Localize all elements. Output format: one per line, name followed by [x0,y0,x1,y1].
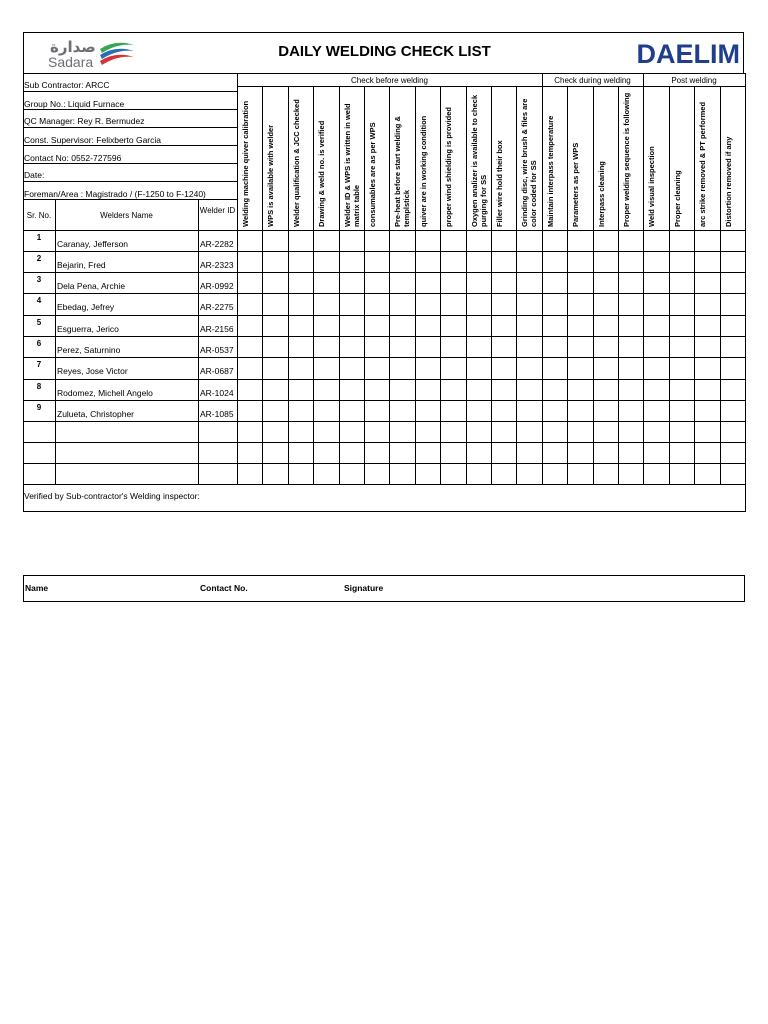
check-cell[interactable] [238,294,262,315]
check-cell[interactable] [695,294,719,315]
check-cell[interactable] [594,273,618,293]
check-cell[interactable] [340,273,364,293]
check-cell[interactable] [721,316,745,336]
welder-id: AR-0687 [200,366,234,376]
grid-line [23,145,237,146]
check-cell[interactable] [568,294,592,315]
check-cell[interactable] [644,316,668,336]
check-cell[interactable] [365,252,389,272]
check-cell[interactable] [721,401,745,421]
check-cell[interactable] [314,337,338,357]
const-supervisor: Const. Supervisor: Felixberto Garcia [24,135,161,145]
check-cell[interactable] [543,337,567,357]
check-cell[interactable] [568,337,592,357]
check-header-13: Maintain interpass temperature [546,115,555,227]
check-cell[interactable] [644,252,668,272]
check-cell[interactable] [594,294,618,315]
check-cell[interactable] [441,273,465,293]
welder-name: Ebedag, Jefrey [57,302,115,312]
check-cell[interactable] [619,273,643,293]
check-cell[interactable] [467,358,491,379]
check-cell[interactable] [619,337,643,357]
check-cell[interactable] [492,337,516,357]
check-cell[interactable] [365,337,389,357]
grid-line [23,127,237,128]
check-cell[interactable] [492,316,516,336]
welder-id: AR-1085 [200,409,234,419]
check-cell[interactable] [441,294,465,315]
grid-line [23,463,745,464]
check-cell[interactable] [619,401,643,421]
check-cell[interactable] [238,337,262,357]
welder-sr-no: 6 [36,339,42,348]
grid-line [23,163,237,164]
check-cell[interactable] [340,401,364,421]
check-cell[interactable] [619,380,643,400]
welder-id: AR-2323 [200,260,234,270]
check-header-16: Proper welding sequence is following [622,92,631,227]
check-cell[interactable] [695,231,719,251]
check-cell[interactable] [441,358,465,379]
check-cell[interactable] [263,358,287,379]
check-cell[interactable] [441,401,465,421]
check-cell[interactable] [543,316,567,336]
check-cell[interactable] [492,273,516,293]
check-cell[interactable] [390,358,414,379]
signature-box [23,575,745,602]
check-cell[interactable] [289,358,313,379]
check-cell[interactable] [721,337,745,357]
check-header-2: WPS is available with welder [266,124,275,227]
grid-line [23,484,745,485]
check-cell[interactable] [670,401,694,421]
check-cell[interactable] [568,252,592,272]
group-check-before-welding: Check before welding [351,76,428,85]
col-welders-name: Welders Name [100,211,153,220]
check-header-14: Parameters as per WPS [571,142,580,227]
check-cell[interactable] [568,401,592,421]
welder-id: AR-0537 [200,345,234,355]
check-cell[interactable] [314,358,338,379]
check-cell[interactable] [543,294,567,315]
check-cell[interactable] [390,380,414,400]
check-cell[interactable] [289,231,313,251]
check-cell[interactable] [365,316,389,336]
check-cell[interactable] [416,401,440,421]
welder-sr-no: 4 [36,296,42,305]
check-cell[interactable] [340,337,364,357]
checklist-table [23,73,745,511]
check-cell[interactable] [670,273,694,293]
check-cell[interactable] [289,316,313,336]
check-cell[interactable] [670,294,694,315]
qc-manager: QC Manager: Rey R. Bermudez [24,116,145,126]
check-cell[interactable] [263,252,287,272]
grid-line [198,199,199,484]
check-cell[interactable] [263,294,287,315]
check-cell[interactable] [416,316,440,336]
check-cell[interactable] [695,380,719,400]
check-cell[interactable] [289,401,313,421]
check-header-10: Oxygen analizer is available to check purging for SS [470,94,488,227]
check-cell[interactable] [721,358,745,379]
check-cell[interactable] [644,401,668,421]
date-field: Date: [24,170,45,180]
welder-sr-no: 8 [36,382,42,391]
sadara-logo-text: Sadara [48,54,94,70]
check-cell[interactable] [289,294,313,315]
check-cell[interactable] [238,252,262,272]
check-cell[interactable] [543,231,567,251]
check-cell[interactable] [695,337,719,357]
check-header-9: proper wind shielding is provided [444,106,453,227]
check-cell[interactable] [416,231,440,251]
check-cell[interactable] [644,294,668,315]
welder-name: Esguerra, Jerico [57,324,119,334]
check-cell[interactable] [517,358,541,379]
check-cell[interactable] [314,231,338,251]
check-cell[interactable] [390,252,414,272]
check-cell[interactable] [695,273,719,293]
check-cell[interactable] [416,337,440,357]
check-cell[interactable] [721,252,745,272]
check-cell[interactable] [390,231,414,251]
check-cell[interactable] [695,316,719,336]
welder-id: AR-1024 [200,388,234,398]
check-cell[interactable] [238,358,262,379]
check-cell[interactable] [619,358,643,379]
check-cell[interactable] [695,252,719,272]
check-cell[interactable] [644,337,668,357]
check-cell[interactable] [314,294,338,315]
page-title: DAILY WELDING CHECK LIST [278,43,491,60]
check-cell[interactable] [721,380,745,400]
check-cell[interactable] [467,316,491,336]
check-cell[interactable] [390,401,414,421]
check-cell[interactable] [517,401,541,421]
welder-name: Dela Pena, Archie [57,281,126,291]
check-header-12: Grinding disc, wire brush & files are color coded for SS [520,98,538,227]
check-cell[interactable] [441,337,465,357]
check-header-15: Interpass cleaning [597,161,606,227]
group-post-welding: Post welding [671,76,717,85]
check-header-19: arc strike removed & PT performed [698,101,707,227]
check-cell[interactable] [390,294,414,315]
check-header-5: Welder ID & WPS is written in weld matrix table [343,103,361,227]
check-cell[interactable] [568,231,592,251]
check-cell[interactable] [543,380,567,400]
check-cell[interactable] [238,316,262,336]
check-cell[interactable] [289,273,313,293]
check-cell[interactable] [619,231,643,251]
check-cell[interactable] [365,380,389,400]
check-cell[interactable] [594,358,618,379]
check-cell[interactable] [670,337,694,357]
sadara-logo-arabic: صدارة [50,38,96,56]
welder-id: AR-2156 [200,324,234,334]
col-welder-id: Welder ID [199,206,236,215]
check-cell[interactable] [670,316,694,336]
group-check-during-welding: Check during welding [554,76,631,85]
check-cell[interactable] [695,358,719,379]
check-cell[interactable] [467,337,491,357]
check-cell[interactable] [365,401,389,421]
check-cell[interactable] [594,337,618,357]
check-cell[interactable] [594,401,618,421]
check-cell[interactable] [619,316,643,336]
check-cell[interactable] [594,380,618,400]
check-cell[interactable] [390,273,414,293]
check-cell[interactable] [568,380,592,400]
check-cell[interactable] [441,316,465,336]
check-cell[interactable] [238,273,262,293]
check-cell[interactable] [340,252,364,272]
check-cell[interactable] [314,273,338,293]
col-sr-no: Sr. No. [26,211,52,220]
check-header-4: Drawing & weld no. is verified [317,120,326,227]
check-cell[interactable] [441,231,465,251]
check-cell[interactable] [289,252,313,272]
check-cell[interactable] [517,316,541,336]
check-cell[interactable] [492,252,516,272]
grid-line [23,181,237,182]
check-cell[interactable] [314,401,338,421]
grid-line [23,109,237,110]
check-cell[interactable] [365,294,389,315]
check-cell[interactable] [467,380,491,400]
check-cell[interactable] [441,252,465,272]
check-cell[interactable] [289,380,313,400]
check-header-7: Pre-heat before start welding & templstick [393,116,411,227]
check-cell[interactable] [390,337,414,357]
contact-no-label: Contact No. [200,583,248,593]
welder-sr-no: 2 [36,254,42,263]
welder-id: AR-0992 [200,281,234,291]
check-cell[interactable] [568,316,592,336]
check-cell[interactable] [644,273,668,293]
check-cell[interactable] [416,252,440,272]
check-cell[interactable] [721,273,745,293]
check-cell[interactable] [340,358,364,379]
check-cell[interactable] [721,231,745,251]
check-cell[interactable] [289,337,313,357]
check-cell[interactable] [517,273,541,293]
welder-name: Rodomez, Michell Angelo [57,388,153,398]
contact-no: Contact No: 0552-727596 [24,153,122,163]
verified-by-label: Verified by Sub-contractor's Welding inspector: [24,491,200,501]
check-cell[interactable] [340,294,364,315]
check-cell[interactable] [467,294,491,315]
check-header-18: Proper cleaning [673,170,682,227]
check-cell[interactable] [543,401,567,421]
check-cell[interactable] [517,231,541,251]
check-cell[interactable] [568,358,592,379]
table-border [745,73,746,511]
grid-line [23,442,745,443]
check-cell[interactable] [263,231,287,251]
check-cell[interactable] [263,380,287,400]
check-cell[interactable] [594,231,618,251]
check-cell[interactable] [492,401,516,421]
foreman-area: Foreman/Area : Magistrado / (F-1250 to F-1240) [24,189,206,199]
check-cell[interactable] [340,231,364,251]
check-cell[interactable] [416,358,440,379]
check-cell[interactable] [467,231,491,251]
check-cell[interactable] [340,380,364,400]
check-header-1: Welding machine quiver calibration [241,100,250,227]
check-cell[interactable] [314,252,338,272]
check-header-6: consumables are as per WPS [368,122,377,227]
welder-sr-no: 9 [36,403,42,412]
check-cell[interactable] [441,380,465,400]
check-cell[interactable] [365,231,389,251]
signature-label: Signature [344,583,384,593]
check-cell[interactable] [695,401,719,421]
check-cell[interactable] [670,380,694,400]
check-cell[interactable] [721,294,745,315]
check-cell[interactable] [594,316,618,336]
group-no: Group No.: Liquid Furnace [24,99,125,109]
check-cell[interactable] [263,316,287,336]
check-cell[interactable] [467,401,491,421]
grid-line [23,91,237,92]
check-cell[interactable] [517,252,541,272]
check-cell[interactable] [492,294,516,315]
check-header-17: Weld visual inspection [647,146,656,227]
welder-name: Perez, Saturnino [57,345,121,355]
welder-sr-no: 3 [36,275,42,284]
check-cell[interactable] [543,358,567,379]
check-cell[interactable] [670,231,694,251]
check-cell[interactable] [365,273,389,293]
check-cell[interactable] [517,337,541,357]
welder-name: Zulueta, Christopher [57,409,135,419]
check-cell[interactable] [314,380,338,400]
check-cell[interactable] [543,273,567,293]
check-header-11: Filler wire hold their box [495,140,504,227]
check-header-8: quiver are in working condition [419,115,428,227]
check-cell[interactable] [238,401,262,421]
check-cell[interactable] [314,316,338,336]
welder-id: AR-2275 [200,302,234,312]
check-cell[interactable] [594,252,618,272]
check-cell[interactable] [492,380,516,400]
check-cell[interactable] [492,358,516,379]
document-header [23,32,744,74]
check-cell[interactable] [263,337,287,357]
check-cell[interactable] [517,294,541,315]
check-cell[interactable] [390,316,414,336]
check-cell[interactable] [263,401,287,421]
welder-name: Caranay, Jefferson [57,239,129,249]
check-cell[interactable] [644,380,668,400]
daelim-logo: DAELIM [636,39,740,69]
check-cell[interactable] [619,252,643,272]
welder-id: AR-2282 [200,239,234,249]
sub-contractor: Sub Contractor: ARCC [24,80,110,90]
check-cell[interactable] [467,252,491,272]
check-cell[interactable] [543,252,567,272]
check-cell[interactable] [619,294,643,315]
check-cell[interactable] [467,273,491,293]
check-header-20: Distortion removed if any [724,136,733,227]
check-cell[interactable] [416,380,440,400]
name-label: Name [25,583,49,593]
grid-line [55,199,56,484]
welder-sr-no: 5 [36,318,42,327]
check-cell[interactable] [517,380,541,400]
check-cell[interactable] [568,273,592,293]
check-cell[interactable] [365,358,389,379]
table-border [23,73,745,74]
check-header-3: Welder qualification & JCC checked [292,99,301,227]
check-cell[interactable] [416,294,440,315]
welder-sr-no: 7 [36,360,42,369]
welder-name: Bejarin, Fred [57,260,106,270]
check-cell[interactable] [644,358,668,379]
grid-line [23,421,745,422]
check-cell[interactable] [340,316,364,336]
check-cell[interactable] [644,231,668,251]
check-cell[interactable] [263,273,287,293]
welder-name: Reyes, Jose Victor [57,366,128,376]
table-border [23,511,746,512]
check-cell[interactable] [416,273,440,293]
check-cell[interactable] [670,358,694,379]
welder-sr-no: 1 [36,233,42,242]
check-cell[interactable] [238,380,262,400]
table-border [23,73,24,511]
check-cell[interactable] [238,231,262,251]
check-cell[interactable] [670,252,694,272]
check-cell[interactable] [492,231,516,251]
